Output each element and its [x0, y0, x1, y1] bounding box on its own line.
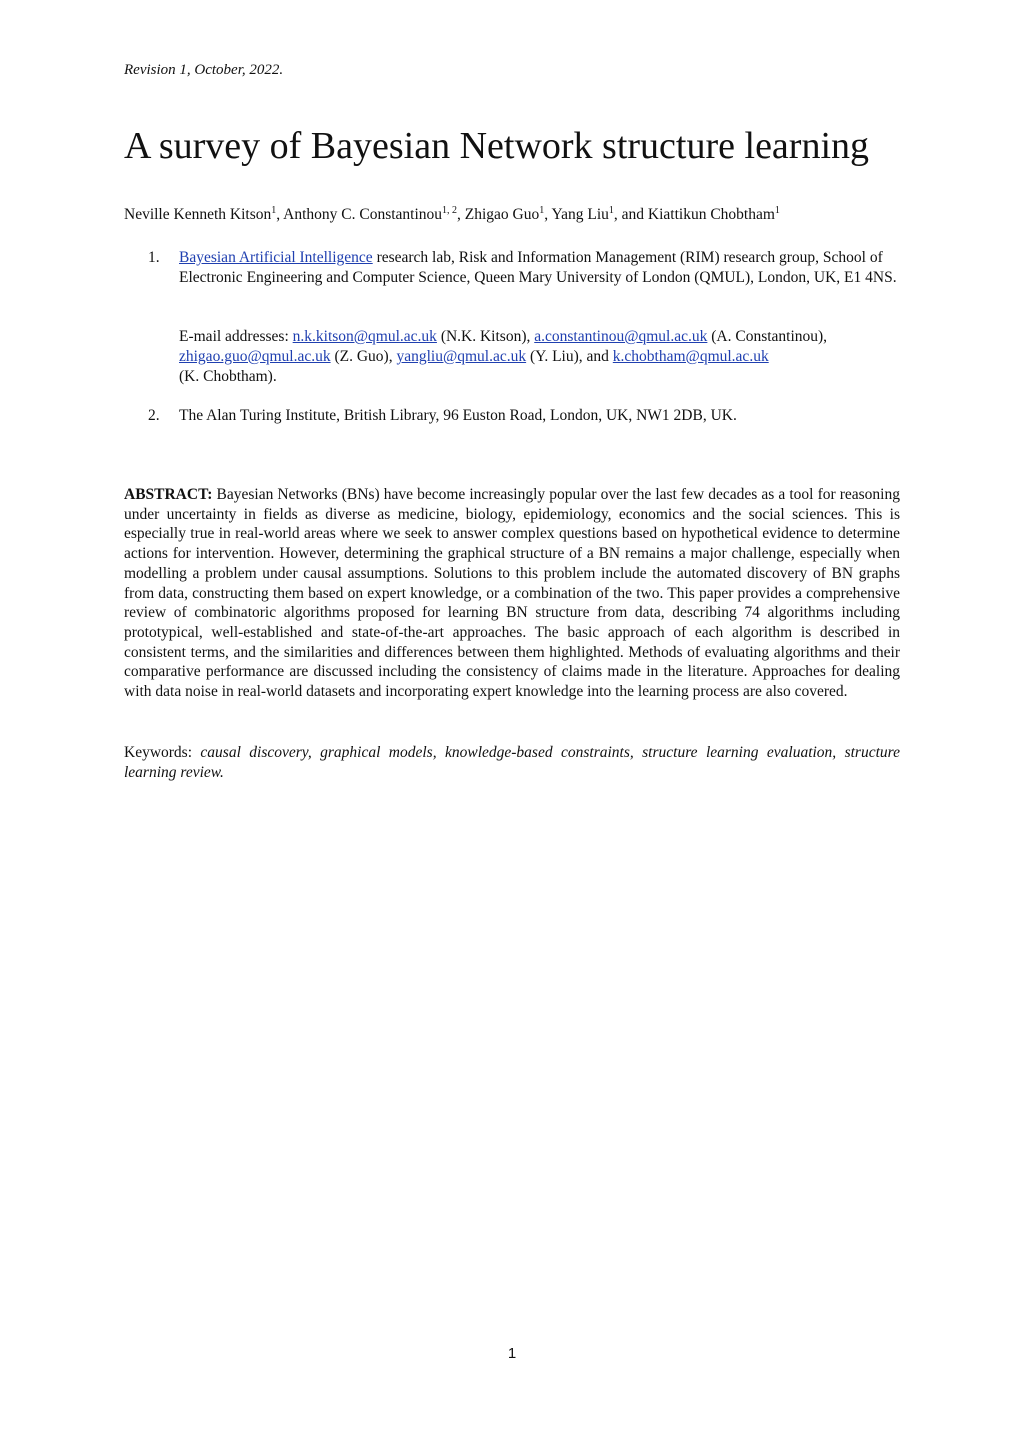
keywords — [124, 743, 900, 783]
affiliation-text: The Alan Turing Institute, British Library, 96 Euston Road, London, UK, NW1 2DB, UK. — [179, 407, 737, 424]
author-separator: , and — [613, 206, 648, 223]
abstract-text: Bayesian Networks (BNs) have become increasingly popular over the last few decades as a tool for reasoning under uncertainty in fields as diverse as medicine, biology, epidemiology, economics and the social sciences. This is especially true in real-world areas where we seek to answer complex questions based on hypothetical evidence to determine actions for intervention. However, determining the graphical structure of a BN remains a major challenge, especially when modelling a problem under causal assumptions. Solutions to this problem include the automated discovery of BN graphs from data, constructing them based on expert knowledge, or a combination of the two. This paper provides a comprehensive review of combinatoric algorithms proposed for learning BN structure from data, describing 74 algorithms including prototypical, well-established and state-of-the-art approaches. The basic approach of each algorithm is described in consistent terms, and the similarities and differences between them highlighted. Methods of evaluating algorithms and their comparative performance are discussed including the consistency of claims made in the literature. Approaches for dealing with data noise in real-world datasets and incorporating expert knowledge into the learning process are also covered. — [124, 486, 900, 701]
email-link-kitson[interactable]: n.k.kitson@qmul.ac.uk — [292, 328, 437, 345]
email-label: E-mail addresses: — [179, 328, 293, 345]
affiliation-2 — [124, 406, 900, 426]
abstract-label: ABSTRACT: — [124, 486, 213, 503]
keywords-text: causal discovery, graphical models, knowledge-based constraints, structure learning evaluation, structure learning review. — [124, 744, 900, 781]
abstract — [124, 485, 900, 702]
author-list — [124, 206, 780, 224]
author-affiliation-mark: 1, 2 — [442, 205, 458, 216]
affiliation-number: 1. — [148, 249, 160, 266]
author-affiliation-mark: 1 — [539, 205, 545, 216]
affiliation-text: research lab, Risk and Information Management (RIM) research group, School of Electronic Engineering and Computer Science, Queen Mary University of London (QMUL), London, UK, E1 4NS. — [179, 249, 897, 286]
author-affiliation-mark: 1 — [271, 205, 277, 216]
author-name: Neville Kenneth Kitson — [124, 206, 272, 223]
paper-title: A survey of Bayesian Network structure learning — [124, 125, 870, 167]
email-owner: (N.K. Kitson), — [436, 328, 535, 345]
page-number: 1 — [507, 1345, 517, 1362]
email-link-liu[interactable]: yangliu@qmul.ac.uk — [396, 348, 527, 365]
email-owner: (Z. Guo), — [330, 348, 397, 365]
author-affiliation-mark: 1 — [774, 205, 780, 216]
author-separator: , — [457, 206, 465, 223]
author-separator: , — [544, 206, 552, 223]
author-name: Zhigao Guo — [464, 206, 540, 223]
email-link-chobtham[interactable]: k.chobtham@qmul.ac.uk — [612, 348, 769, 365]
author-separator: , — [276, 206, 284, 223]
keywords-label: Keywords: — [124, 744, 201, 761]
email-owner: (Y. Liu), and — [526, 348, 613, 365]
email-owner: (K. Chobtham). — [179, 368, 277, 385]
email-link-constantinou[interactable]: a.constantinou@qmul.ac.uk — [534, 328, 708, 345]
author-name: Anthony C. Constantinou — [283, 206, 443, 223]
revision-note: Revision 1, October, 2022. — [124, 62, 284, 78]
author-affiliation-mark: 1 — [608, 205, 614, 216]
bayesian-ai-lab-link[interactable]: Bayesian Artificial Intelligence — [179, 249, 373, 266]
author-name: Kiattikun Chobtham — [647, 206, 775, 223]
affiliation-1 — [124, 248, 900, 288]
email-owner: (A. Constantinou), — [707, 328, 828, 345]
email-link-guo[interactable]: zhigao.guo@qmul.ac.uk — [179, 348, 331, 365]
author-name: Yang Liu — [551, 206, 609, 223]
email-addresses — [124, 327, 900, 387]
affiliation-number: 2. — [148, 407, 160, 424]
